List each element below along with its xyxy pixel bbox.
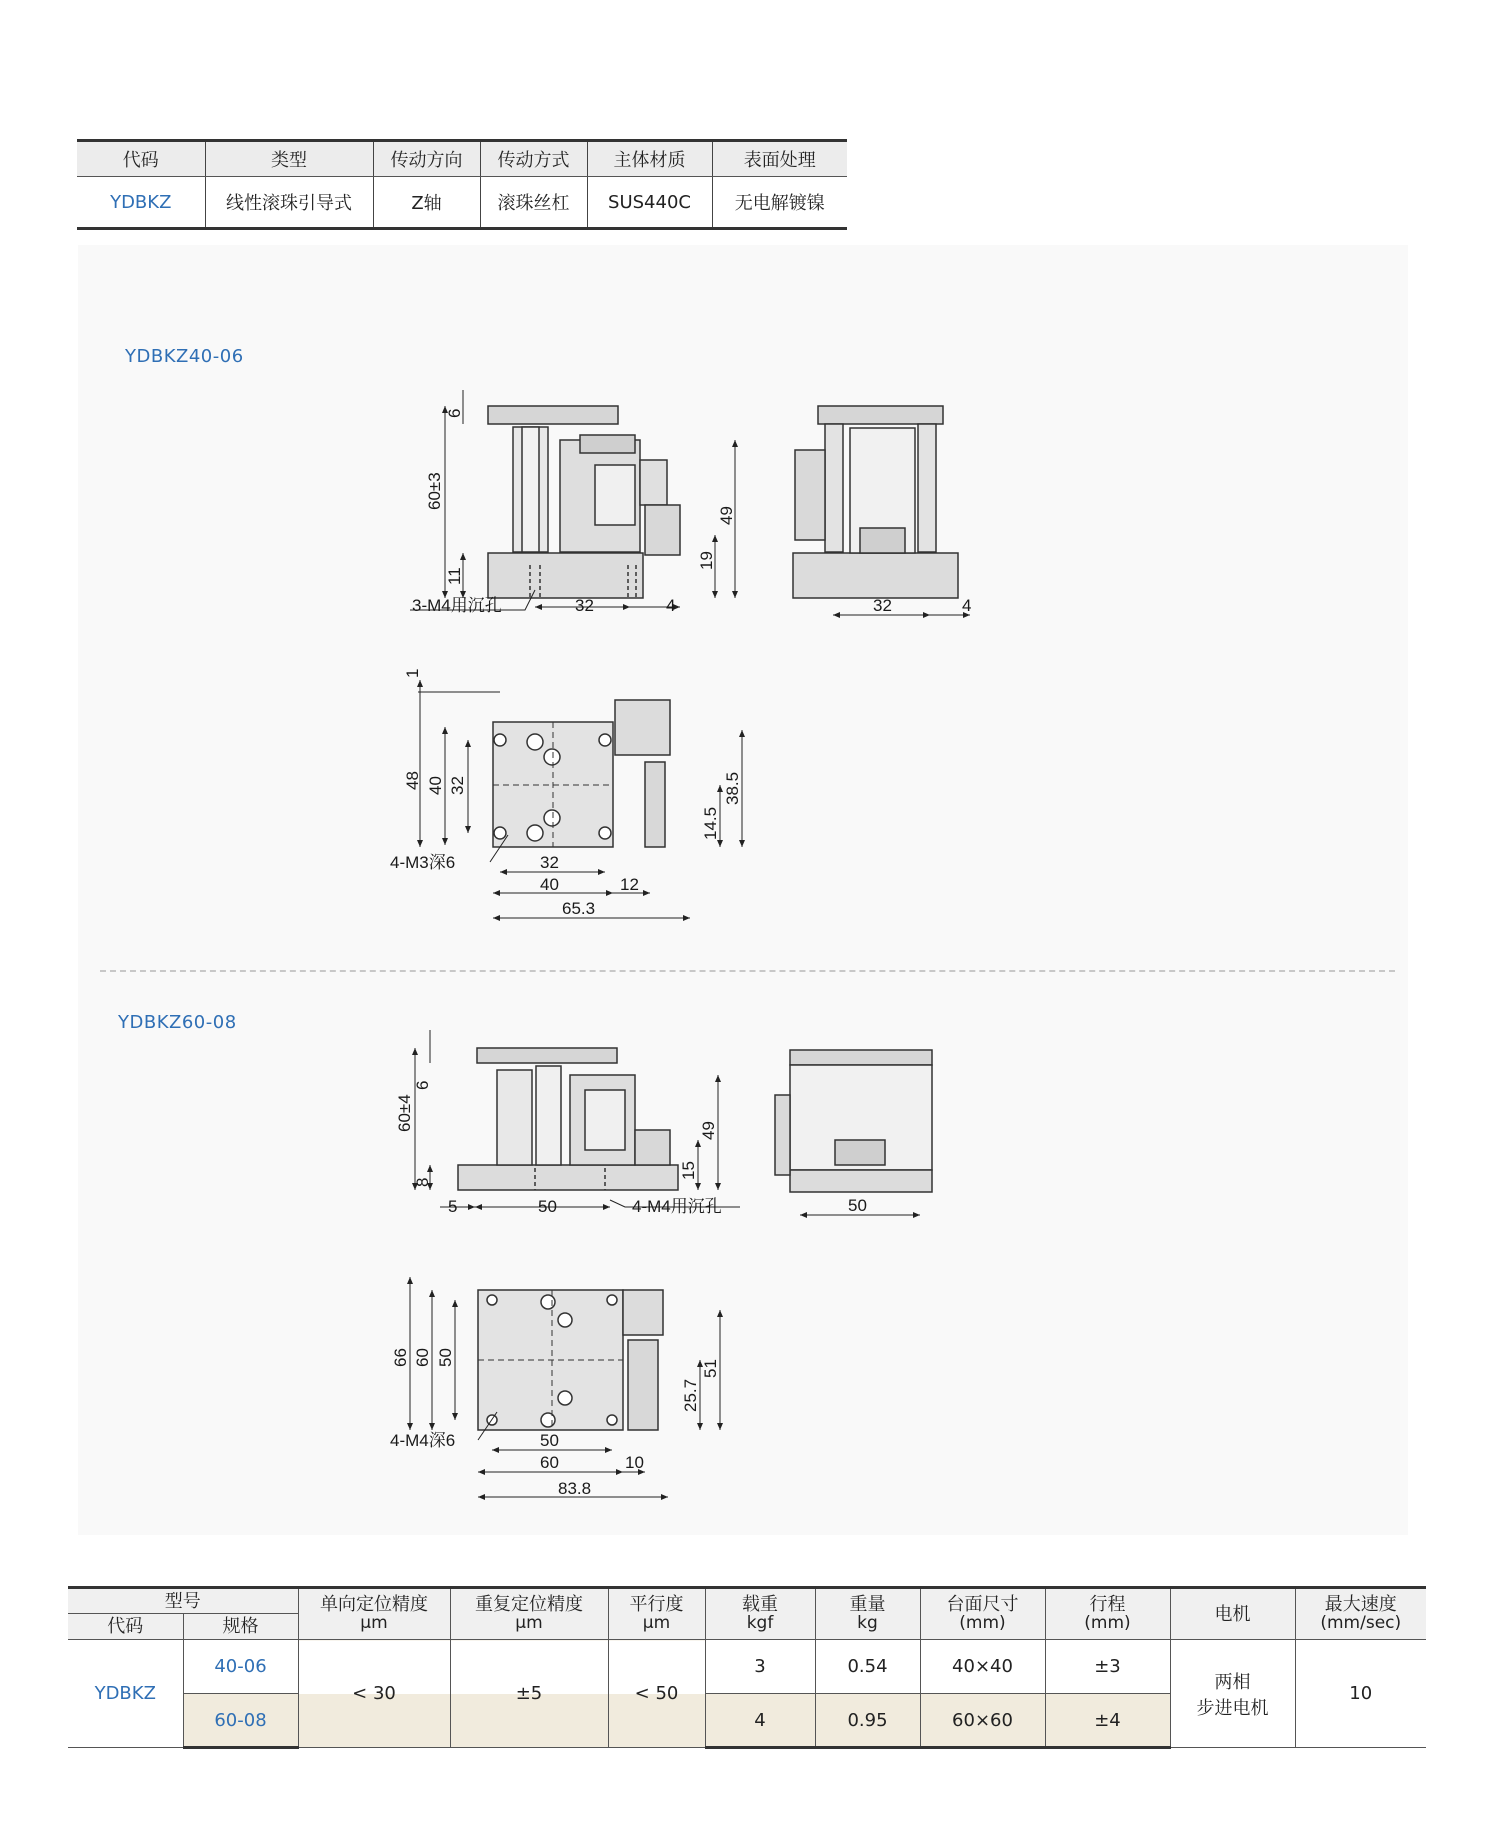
dim-40-total-length: 65.3 [562, 899, 596, 918]
perf-header-repeat: 重复定位精度 μm [450, 1588, 608, 1640]
perf-weight-40-06: 0.54 [815, 1640, 920, 1694]
spec-direction: Z轴 [373, 177, 480, 229]
dim-60-inner: 60 [413, 1348, 432, 1367]
spec-header-type: 类型 [205, 141, 373, 177]
dim-40-hole-note-top: 4-M3深6 [390, 853, 456, 872]
dim-60-width: 50 [538, 1197, 557, 1216]
perf-code: YDBKZ [68, 1640, 183, 1748]
top-view-40-06 [493, 700, 670, 847]
dim-60-outer: 66 [391, 1348, 410, 1367]
perf-stroke-40-06: ±3 [1045, 1640, 1170, 1694]
perf-load-40-06: 3 [705, 1640, 815, 1694]
dim-40-offset: 4 [666, 596, 676, 615]
dim-60-motor-span: 51 [701, 1359, 720, 1378]
dim-60-hole-note: 4-M4用沉孔 [632, 1197, 722, 1216]
perf-header-row-1 [68, 1588, 1426, 1614]
perf-load-60-08: 4 [705, 1694, 815, 1748]
spec-header-material: 主体材质 [587, 141, 712, 177]
perf-header-spec: 规格 [183, 1614, 298, 1640]
perf-header-table-size: 台面尺寸 (mm) [920, 1588, 1045, 1640]
dim-40-inner: 40 [426, 776, 445, 795]
dim-40-base: 11 [445, 567, 464, 585]
dim-40-rail-height: 49 [717, 506, 736, 525]
spec-surface: 无电解镀镍 [712, 177, 847, 229]
dim-60-hole-pitch: 50 [540, 1431, 559, 1450]
side-view-60-08 [458, 1048, 678, 1190]
dim-60-table-width: 60 [540, 1453, 559, 1472]
dim-60-height: 60±4 [395, 1094, 414, 1132]
dim-40-end-offset: 4 [962, 596, 972, 615]
perf-spec-60-08: 60-08 [183, 1694, 298, 1748]
dim-40-motor-span: 38.5 [723, 771, 742, 805]
perf-table-size-60-08: 60×60 [920, 1694, 1045, 1748]
perf-header-load: 载重 kgf [705, 1588, 815, 1640]
dim-60-center: 25.7 [681, 1378, 700, 1412]
dim-60-pitch: 50 [436, 1348, 455, 1367]
dim-40-height: 60±3 [425, 472, 444, 510]
spec-material: SUS440C [587, 177, 712, 229]
perf-header-unidirectional: 单向定位精度 μm [298, 1588, 450, 1640]
dim-40-center: 14.5 [701, 806, 720, 840]
perf-spec-40-06: 40-06 [183, 1640, 298, 1694]
dim-40-hole-note: 3-M4用沉孔 [412, 596, 502, 615]
dim-40-top-margin: 1 [403, 668, 422, 678]
perf-header-motor: 电机 [1170, 1588, 1295, 1640]
dim-40-outer: 48 [403, 771, 422, 790]
spec-header-code: 代码 [77, 141, 205, 177]
perf-header-code: 代码 [68, 1614, 183, 1640]
table-row [68, 1640, 1426, 1694]
spec-type: 线性滚珠引导式 [205, 177, 373, 229]
dim-60-offset: 5 [448, 1197, 458, 1216]
dim-40-end-width: 32 [873, 596, 892, 615]
dim-40-top-plate: 6 [445, 408, 464, 418]
spec-code: YDBKZ [77, 177, 205, 229]
perf-table-size-40-06: 40×40 [920, 1640, 1045, 1694]
dim-60-base: 8 [413, 1177, 432, 1187]
perf-header-stroke: 行程 (mm) [1045, 1588, 1170, 1640]
perf-header-weight: 重量 kg [815, 1588, 920, 1640]
spec-header-drive: 传动方式 [480, 141, 587, 177]
perf-header-parallel: 平行度 μm [608, 1588, 705, 1640]
perf-motor: 两相 步进电机 [1170, 1640, 1295, 1748]
performance-table [68, 1586, 1426, 1749]
spec-drive: 滚珠丝杠 [480, 177, 587, 229]
end-view-60-08 [775, 1050, 932, 1192]
perf-header-model: 型号 [68, 1588, 298, 1614]
dim-60-top-plate: 6 [413, 1080, 432, 1090]
end-view-40-06 [793, 406, 958, 598]
dim-40-width: 32 [575, 596, 594, 615]
dim-60-end-width: 50 [848, 1196, 867, 1215]
dim-60-hole-note-top: 4-M4深6 [390, 1431, 456, 1450]
dim-60-motor-height: 15 [679, 1161, 698, 1180]
perf-max-speed: 10 [1295, 1640, 1426, 1748]
dim-40-table-width: 40 [540, 875, 559, 894]
model-label-60-08: YDBKZ60-08 [118, 1012, 237, 1033]
spec-header-direction: 传动方向 [373, 141, 480, 177]
perf-weight-60-08: 0.95 [815, 1694, 920, 1748]
dim-40-pitch: 32 [448, 776, 467, 795]
perf-header-max-speed: 最大速度 (mm/sec) [1295, 1588, 1426, 1640]
dim-40-motor-offset: 12 [620, 875, 639, 894]
dim-60-total-length: 83.8 [558, 1479, 592, 1498]
perf-repeat: ±5 [450, 1640, 608, 1748]
top-view-60-08 [478, 1290, 663, 1430]
spec-header-surface: 表面处理 [712, 141, 847, 177]
perf-stroke-60-08: ±4 [1045, 1694, 1170, 1748]
dim-40-motor-height: 19 [697, 551, 716, 570]
dim-40-hole-pitch: 32 [540, 853, 559, 872]
dim-60-rail-height: 49 [699, 1121, 718, 1140]
perf-unidirectional: < 30 [298, 1640, 450, 1748]
model-label-40-06: YDBKZ40-06 [125, 346, 244, 367]
perf-parallel: < 50 [608, 1640, 705, 1748]
side-view-40-06 [488, 406, 680, 598]
dim-60-motor-offset: 10 [625, 1453, 644, 1472]
